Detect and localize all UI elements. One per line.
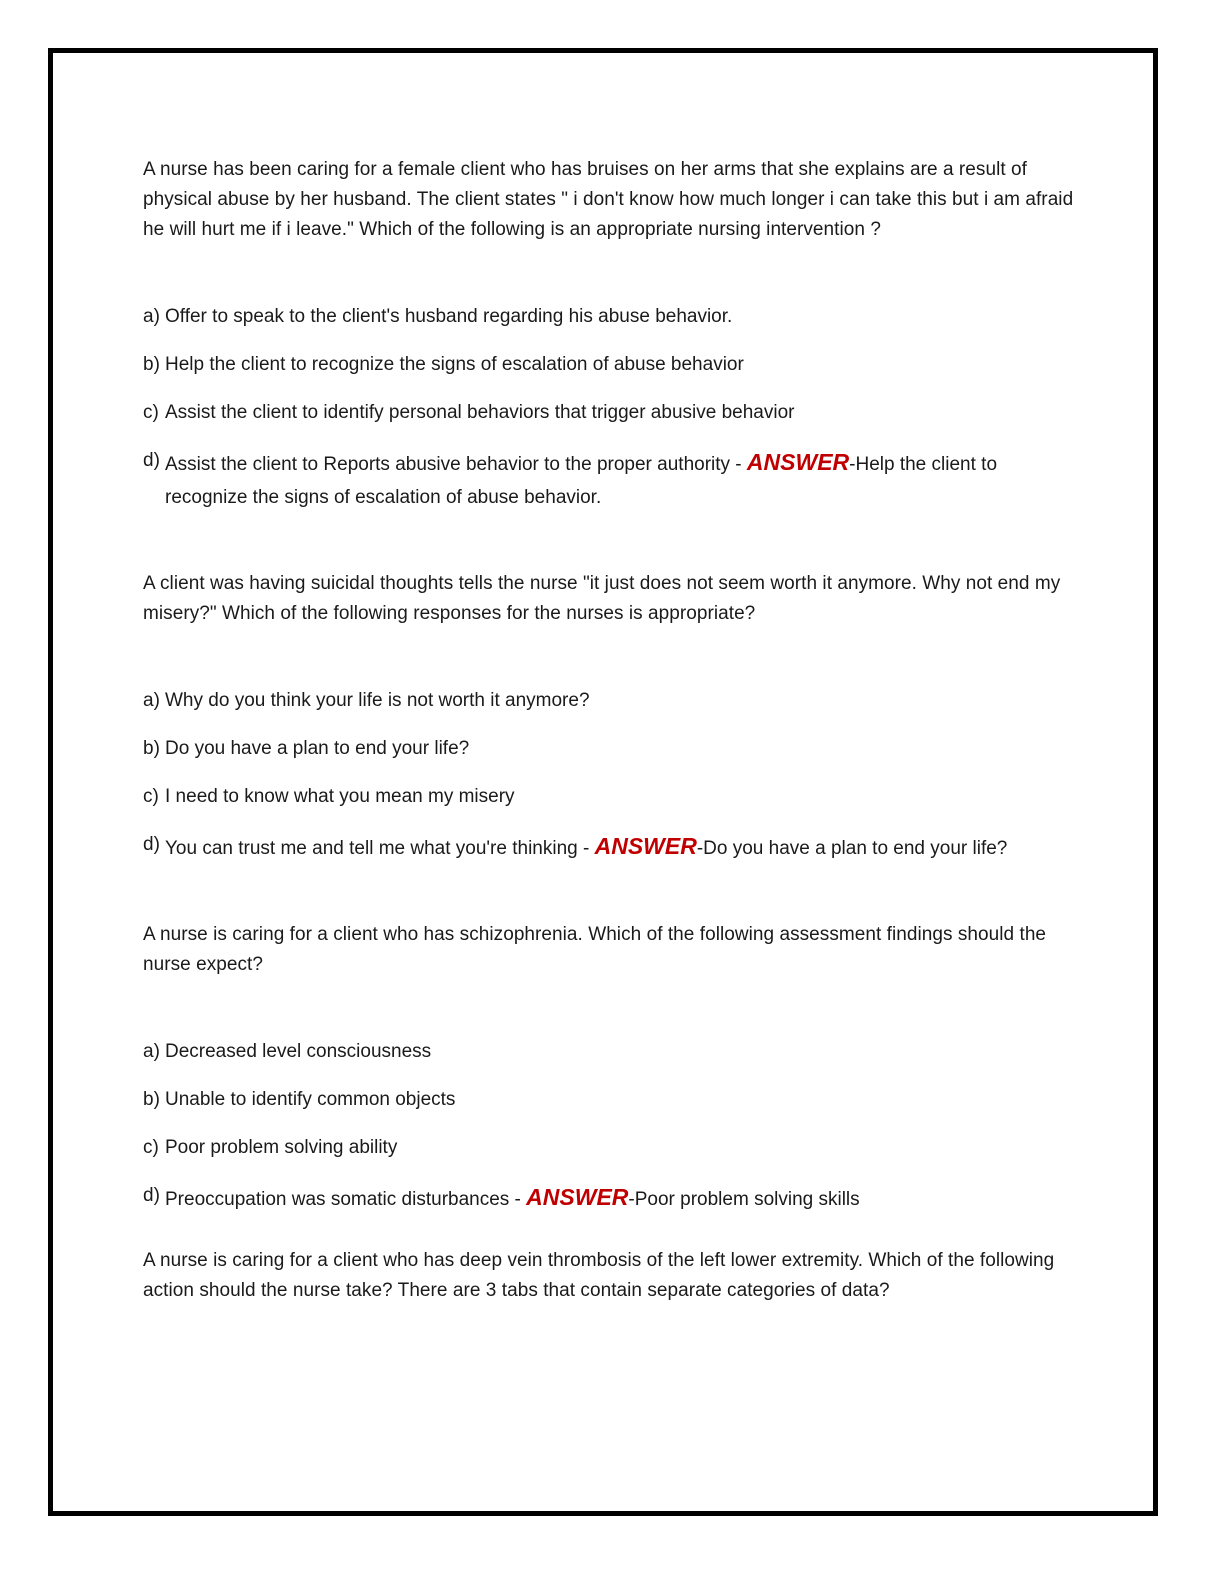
option-a — [143, 1037, 1083, 1067]
option-letter: c) — [143, 786, 159, 807]
question-text: A client was having suicidal thoughts tells the nurse "it just does not seem worth it anymore. Why not end my misery?" Which of the following responses for the nurses is appropriate? — [143, 573, 1061, 624]
option-text: Assist the client to identify personal behaviors that trigger abusive behavior — [165, 402, 795, 423]
option-text-with-answer — [165, 830, 1083, 865]
answer-text: -Do you have a plan to end your life? — [696, 838, 1008, 859]
option-text: You can trust me and tell me what you're thinking - — [165, 838, 595, 859]
option-letter: a) — [143, 690, 160, 711]
answer-label: ANSWER — [746, 449, 850, 475]
option-text: Decreased level consciousness — [165, 1041, 432, 1062]
option-a — [143, 302, 1083, 332]
option-text-with-answer — [165, 446, 1083, 514]
option-letter: c) — [143, 402, 159, 423]
option-b — [143, 734, 1083, 764]
document-content — [143, 155, 1083, 1361]
options-list — [143, 302, 1083, 514]
option-text: Unable to identify common objects — [165, 1089, 456, 1110]
answer-text: -Help the client to recognize the signs of escalation of abuse behavior. — [165, 454, 998, 508]
option-d — [143, 1181, 1083, 1216]
option-text: Help the client to recognize the signs of escalation of abuse behavior — [165, 354, 744, 375]
option-letter: a) — [143, 1041, 160, 1062]
question-block-2 — [143, 569, 1083, 865]
option-letter: d) — [143, 450, 160, 471]
option-c — [143, 398, 1083, 428]
option-letter: b) — [143, 354, 160, 375]
option-letter: c) — [143, 1137, 159, 1158]
answer-label: ANSWER — [526, 1184, 629, 1210]
question-block-4 — [143, 1246, 1083, 1306]
answer-text: -Poor problem solving skills — [628, 1189, 860, 1210]
option-a — [143, 686, 1083, 716]
option-text: Do you have a plan to end your life? — [165, 738, 470, 759]
option-d — [143, 830, 1083, 865]
option-text: Preoccupation was somatic disturbances - — [165, 1189, 527, 1210]
option-text: I need to know what you mean my misery — [165, 786, 515, 807]
answer-label: ANSWER — [594, 833, 697, 859]
question-block-1 — [143, 155, 1083, 514]
option-letter: d) — [143, 1185, 160, 1206]
question-text: A nurse is caring for a client who has deep vein thrombosis of the left lower extremity. Which of the following action should the nurse take? There are 3 tabs that contain separate categories of data? — [143, 1250, 1055, 1301]
option-d — [143, 446, 1083, 514]
option-letter: b) — [143, 1089, 160, 1110]
question-text: A nurse is caring for a client who has schizophrenia. Which of the following assessment findings should the nurse expect? — [143, 924, 1047, 975]
options-list — [143, 1037, 1083, 1216]
option-c — [143, 1133, 1083, 1163]
option-text: Why do you think your life is not worth it anymore? — [165, 690, 590, 711]
option-text-with-answer — [165, 1181, 1083, 1216]
option-text: Assist the client to Reports abusive behavior to the proper authority - — [165, 454, 747, 475]
option-b — [143, 350, 1083, 380]
option-text: Poor problem solving ability — [165, 1137, 398, 1158]
option-c — [143, 782, 1083, 812]
option-b — [143, 1085, 1083, 1115]
question-block-3 — [143, 920, 1083, 1216]
option-letter: b) — [143, 738, 160, 759]
option-letter: d) — [143, 834, 160, 855]
question-text: A nurse has been caring for a female client who has bruises on her arms that she explains are a result of physical abuse by her husband. The client states " i don't know how much longer i can take this but i am afraid he will hurt me if i leave." Which of the following is an appropriate nursing intervention ? — [143, 159, 1074, 240]
option-letter: a) — [143, 306, 160, 327]
option-text: Offer to speak to the client's husband regarding his abuse behavior. — [165, 306, 733, 327]
options-list — [143, 686, 1083, 865]
